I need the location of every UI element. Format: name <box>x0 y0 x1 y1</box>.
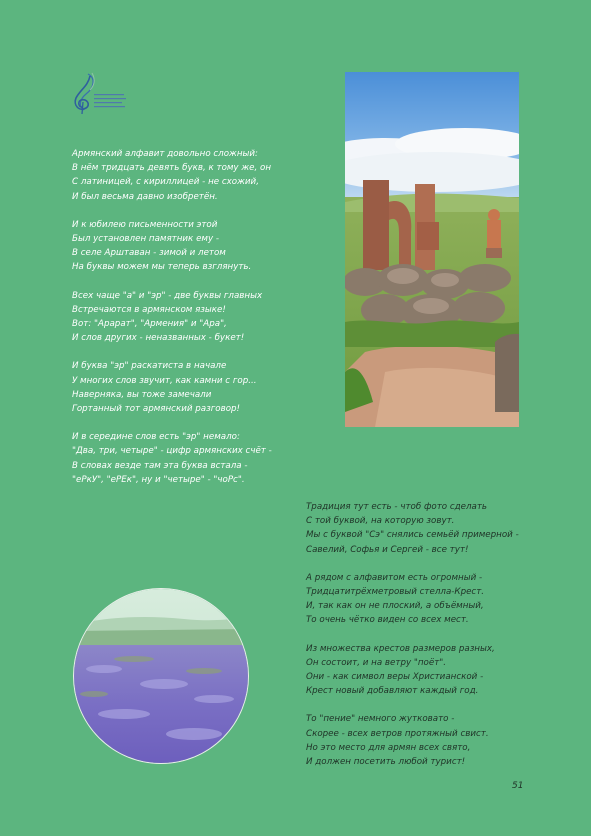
poem-stanza <box>72 359 322 416</box>
poem-stanza <box>306 712 556 769</box>
poem-line: И, так как он не плоский, а объёмный, <box>306 601 484 612</box>
poem-stanza <box>306 500 556 557</box>
poem-stanza <box>306 571 556 628</box>
poem-line: Но это место для армян всех свято, <box>306 742 471 753</box>
poem-line: Гортанный тот армянский разговор! <box>72 404 241 415</box>
poem-line: Встречаются в армянском языке! <box>72 304 226 315</box>
poem-line: То очень чётко виден со всех мест. <box>306 615 469 626</box>
poem-line: У многих слов звучит, как камни с гор... <box>72 375 257 386</box>
poem-line: Савелий, Софья и Сергей - все тут! <box>306 544 469 555</box>
poem-line: Был установлен памятник ему - <box>72 234 220 245</box>
poem-line: Вот: "Арарат", "Армения" и "Ара", <box>72 319 227 330</box>
poem-line: И в середине слов есть "эр" немало: <box>72 432 240 443</box>
poem-line: Мы с буквой "Сэ" снялись семьёй примерной - <box>306 530 519 541</box>
poem-line: Армянский алфавит довольно сложный: <box>72 149 258 159</box>
poem-stanza <box>72 289 322 346</box>
meadow-photo <box>73 588 249 764</box>
poem-line: В нём тридцать девять букв, к тому же, он <box>72 163 272 174</box>
poem-line: Крест новый добавляют каждый год. <box>306 686 479 697</box>
poem-right <box>306 500 556 783</box>
poem-line: На буквы можем мы теперь взглянуть. <box>72 262 252 273</box>
poem-line: В словах везде там эта буква встала - <box>72 460 248 471</box>
poem-line: С той буквой, на которую зовут. <box>306 516 455 527</box>
poem-line: Наверняка, вы тоже замечали <box>72 389 212 400</box>
poem-line: Они - как символ веры Христианской - <box>306 672 484 683</box>
stone-letters-monument-image <box>345 72 519 427</box>
poem-line: Он состоит, и на ветру "поёт". <box>306 657 447 668</box>
logo <box>66 72 128 116</box>
poem-stanza <box>72 218 322 275</box>
poem-line: А рядом с алфавитом есть огромный - <box>306 572 483 583</box>
poem-line: Всех чаще "а" и "эр" - две буквы главных <box>72 290 263 301</box>
treble-clef-feather-icon <box>66 72 128 116</box>
poem-line: И должен посетить любой турист! <box>306 757 466 768</box>
poem-line: То "пение" немного жутковато - <box>306 714 455 725</box>
page-number: 51 <box>512 781 524 791</box>
poem-line: Тридцатитрёхметровый стелла-Крест. <box>306 587 485 598</box>
poem-stanza <box>72 430 322 487</box>
poem-line: И буква "эр" раскатиста в начале <box>72 361 227 372</box>
poem-line: С латиницей, с кириллицей - не схожий, <box>72 177 259 188</box>
poem-line: "Два, три, четыре" - цифр армянских счёт - <box>72 446 272 457</box>
poem-line: И был весьма давно изобретён. <box>72 191 218 202</box>
poem-line: И к юбилею письменности этой <box>72 219 218 230</box>
poem-line: И слов других - неназванных - букет! <box>72 333 245 344</box>
monument-photo <box>345 72 519 427</box>
poem-line: Из множества крестов размеров разных, <box>306 643 495 654</box>
poem-stanza <box>306 642 556 699</box>
poem-line: Традиция тут есть - чтоб фото сделать <box>306 502 488 512</box>
poem-line: "еРкУ", "еРЕк", ну и "четыре" - "чоРс". <box>72 474 245 485</box>
purple-flower-meadow-image <box>74 589 248 763</box>
poem-line: В селе Арштаван - зимой и летом <box>72 248 226 259</box>
poem-line: Скорее - всех ветров протяжный свист. <box>306 728 489 739</box>
poem-left <box>72 147 322 501</box>
poem-stanza <box>72 147 322 204</box>
